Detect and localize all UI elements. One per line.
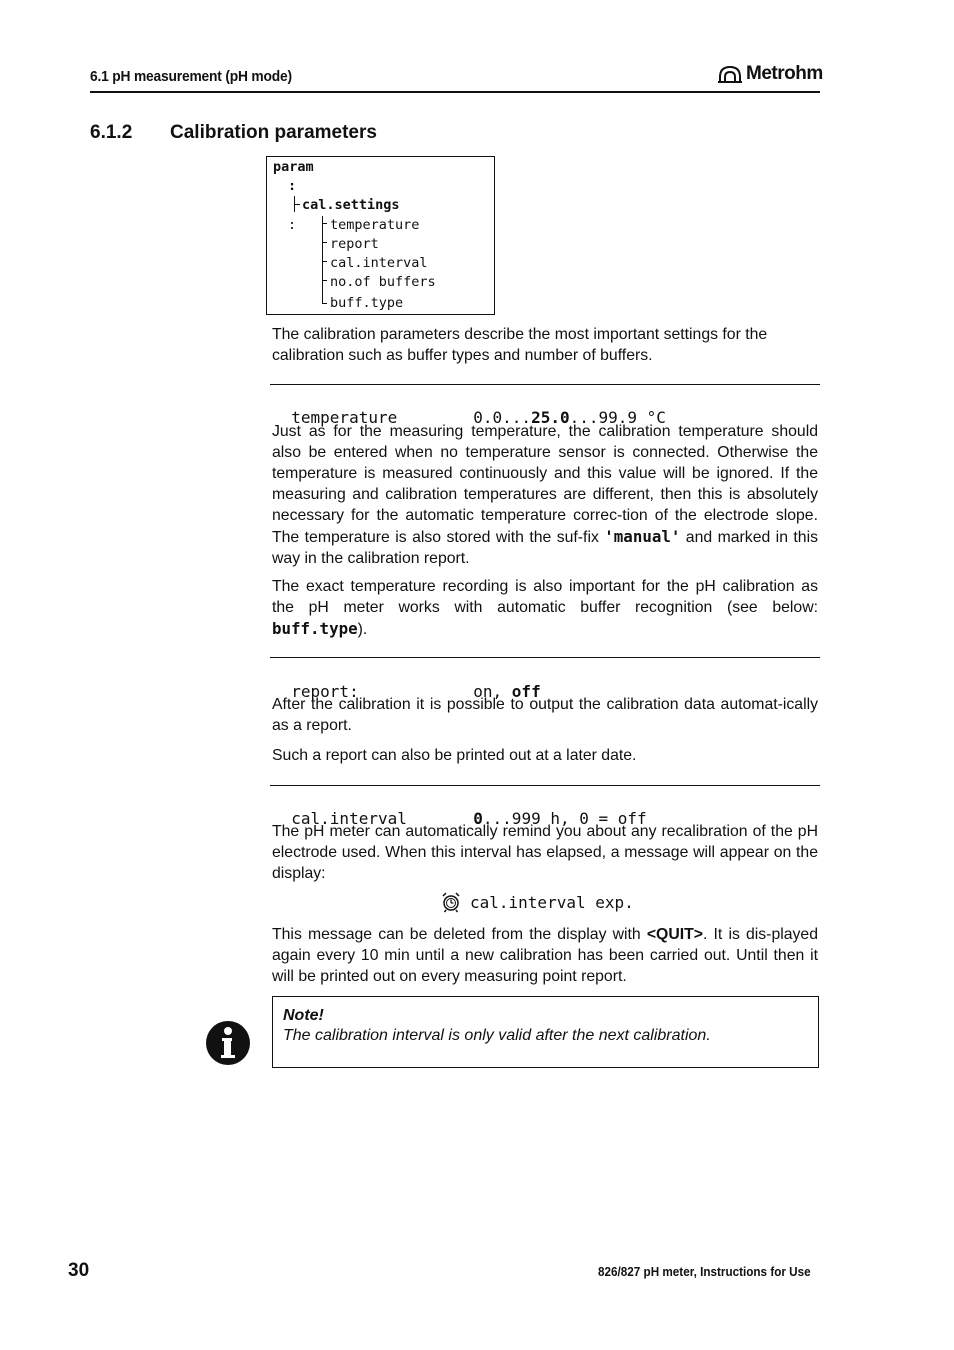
param-name: cal.interval (291, 809, 407, 828)
param-rule (270, 384, 820, 385)
param-name: temperature (291, 408, 398, 427)
text: The exact temperature recording is also important for the pH calibration as the pH meter works with automatic buffer recognition (see below: (272, 578, 818, 616)
text: ). (357, 621, 368, 638)
text: Just as for the measuring temperature, the calibration temperature should also be entered when no temperature sensor is connected. Otherwise the temperature is measured continuously and this value will be ignored. If the measuring and calibration temperatures are different, then this is absolutely necessary for the automatic temperature correc-tion of the electrode slope. The temperature is also stored with the suf-fix (272, 423, 818, 546)
tree-connector (322, 261, 327, 262)
page-number: 30 (68, 1260, 90, 1281)
report-paragraph-2: Such a report can also be printed out at a later date. (272, 747, 637, 764)
section-heading (90, 122, 377, 144)
note-text: The calibration interval is only valid after the next calibration. (283, 1027, 711, 1044)
display-message-text: cal.interval exp. (470, 892, 634, 912)
tree-connector (322, 242, 327, 243)
menu-tree (266, 156, 495, 315)
metrohm-logo (718, 63, 823, 85)
quit-key: <QUIT> (646, 926, 704, 943)
footer-doc-title: 826/827 pH meter, Instructions for Use (598, 1264, 811, 1279)
cal-interval-paragraph-2 (272, 924, 818, 987)
metrohm-logo-icon (718, 65, 742, 83)
tree-dots: : (288, 217, 297, 233)
running-header-title: 6.1 pH measurement (pH mode) (90, 68, 292, 85)
intro-paragraph: The calibration parameters describe the most important settings for the calibration such as buffer types and number of buffers. (272, 326, 768, 364)
param-name: report: (291, 682, 359, 701)
note-title: Note! (283, 1007, 324, 1024)
tree-dots: : (288, 178, 297, 194)
param-option: on, (473, 682, 512, 701)
param-rule (270, 657, 820, 658)
param-range-start: 0.0... (473, 408, 532, 427)
note-box (272, 996, 819, 1068)
tree-root: param (273, 159, 314, 175)
code-buff-type: buff.type (272, 619, 358, 638)
param-range-end: ...999 h, 0 = off (482, 809, 647, 828)
tree-group: cal.settings (302, 197, 400, 213)
tree-connector (294, 204, 300, 205)
header-rule (90, 91, 820, 93)
info-icon (205, 1020, 251, 1066)
temperature-paragraph-2 (272, 576, 818, 640)
param-default: 25.0 (531, 408, 570, 427)
text: This message can be deleted from the display with (272, 926, 647, 943)
param-default: off (511, 682, 541, 701)
tree-item-report: report (330, 236, 379, 252)
text: and marked in this way in the calibration report. (272, 529, 818, 567)
param-rule (270, 785, 820, 786)
text: . It is dis-played again every 10 min until a new calibration has been carried out. Until then it will be printed out on every measuring point report. (272, 926, 818, 985)
alarm-clock-icon (440, 891, 462, 913)
cal-interval-paragraph-1: The pH meter can automatically remind you about any recalibration of the pH electrode used. When this interval has elapsed, a message will appear on the display: (272, 823, 818, 882)
tree-connector (322, 303, 327, 304)
temperature-paragraph-1 (272, 421, 818, 569)
section-number: 6.1.2 (90, 122, 133, 143)
tree-item-no-of-buffers: no.of buffers (330, 274, 436, 290)
tree-connector (322, 223, 327, 224)
report-paragraph-1: After the calibration it is possible to output the calibration data automat-ically as a report. (272, 696, 818, 734)
section-title: Calibration parameters (170, 122, 377, 143)
tree-item-buff-type: buff.type (330, 295, 404, 311)
tree-connector (322, 216, 323, 304)
tree-connector (322, 280, 327, 281)
tree-item-temperature: temperature (330, 217, 420, 233)
display-message (440, 891, 634, 913)
param-range-end: ...99.9 °C (569, 408, 666, 427)
logo-text: Metrohm (746, 63, 823, 84)
code-manual: 'manual' (604, 527, 681, 546)
param-default: 0 (473, 809, 483, 828)
tree-item-cal-interval: cal.interval (330, 255, 428, 271)
